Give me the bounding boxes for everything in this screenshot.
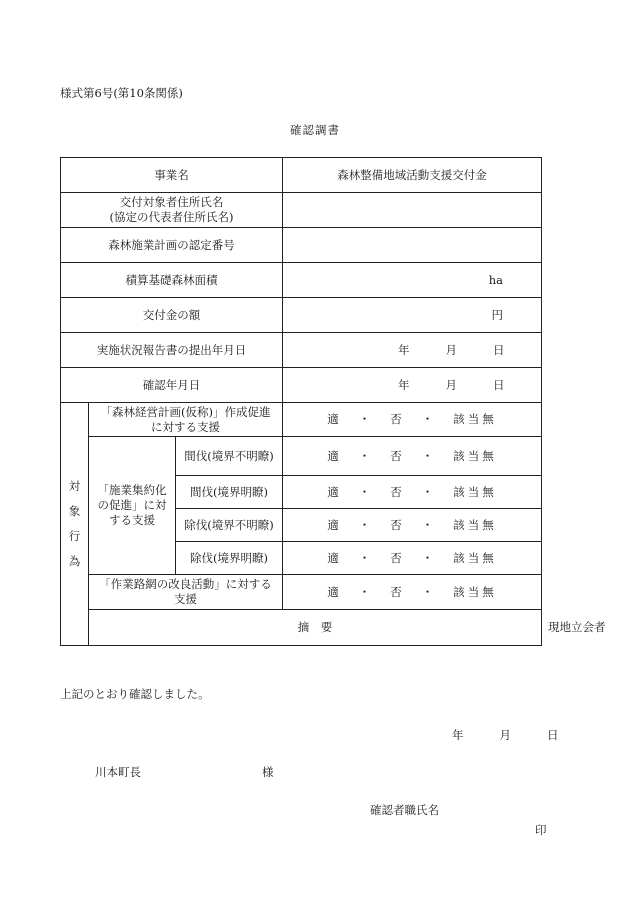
choice-fit: 適 [327,412,339,426]
choice-fit: 適 [327,484,339,499]
signature-day: 日 [547,728,559,742]
choice-dot: ・ [421,448,434,463]
form-number: 様式第6号(第10条関係) [60,86,183,100]
row-project-name [61,158,542,193]
target-char-1: 対 [68,479,81,493]
choice-fit: 適 [327,550,339,565]
target-char-3: 行 [68,529,81,543]
choice-dot: ・ [358,412,371,426]
confirm-date-label: 確認年月日 [61,368,283,403]
date-year: 年 [398,342,410,357]
choice-fit: 適 [327,448,339,463]
target-char-4: 為 [68,554,81,568]
choice-na: 該当無 [453,584,497,599]
row-report-date [61,333,542,368]
choice-cell [283,542,542,575]
road-network-line2: 支援 [174,592,197,606]
choice-dot: ・ [421,517,434,532]
choice-dot: ・ [358,584,371,599]
project-name-value: 森林整備地域活動支援交付金 [283,158,542,193]
date-day: 日 [493,377,505,392]
choice-dot: ・ [421,584,434,599]
confirmation-statement: 上記のとおり確認しました。 [60,687,210,701]
choice-dot: ・ [421,484,434,499]
report-date-label: 実施状況報告書の提出年月日 [61,333,283,368]
project-name-label: 事業名 [61,158,283,193]
address-label-line1: 交付対象者住所氏名 [119,195,224,209]
plan-support-line1: 「森林経営計画(仮称)」作成促進 [100,404,271,419]
confirmation-table [60,157,606,646]
choice-cell [283,403,542,437]
choice-no: 否 [390,584,402,599]
plan-number-value [283,228,542,263]
address-label [61,193,283,228]
document-title: 確認調書 [290,123,340,137]
thinning-unclear-label: 間伐(境界不明瞭) [176,437,283,476]
consolidation-line1: 「施業集約化 [97,483,167,497]
date-month: 月 [445,342,457,357]
choice-na: 該当無 [453,484,497,499]
area-unit: ha [283,263,542,298]
road-network-label [89,575,283,610]
choice-dot: ・ [358,484,371,499]
consolidation-line3: する支援 [109,513,155,527]
choice-na: 該当無 [453,550,497,565]
date-fields [283,342,505,358]
area-label: 積算基礎森林面積 [61,263,283,298]
plan-support-line2: に対する支援 [151,419,220,434]
choice-fit: 適 [327,517,339,532]
row-address [61,193,542,228]
choice-no: 否 [390,412,402,426]
signature-date [452,727,559,743]
weeding-unclear-label: 除伐(境界不明瞭) [176,509,283,542]
plan-support-label [89,403,283,437]
choice-no: 否 [390,517,402,532]
weeding-clear-label: 除伐(境界明瞭) [176,542,283,575]
date-month: 月 [445,377,457,392]
confirm-date-value [283,368,542,403]
row-amount [61,298,542,333]
signature-year: 年 [452,728,464,742]
address-value [283,193,542,228]
confirmer-name-label: 確認者職氏名 [370,803,439,817]
choice-na: 該当無 [453,517,497,532]
row-confirm-date [61,368,542,403]
thinning-clear-label: 間伐(境界明瞭) [176,476,283,509]
choice-cell [283,509,542,542]
seal-mark: 印 [535,823,547,837]
choice-cell [283,476,542,509]
choice-na: 該当無 [453,412,497,426]
signature-month: 月 [499,728,511,742]
report-date-value [283,333,542,368]
row-area [61,263,542,298]
target-char-2: 象 [68,504,81,518]
choice-dot: ・ [421,550,434,565]
date-year: 年 [398,377,410,392]
amount-label: 交付金の額 [61,298,283,333]
row-summary: 摘 要 現地立会者 [61,610,542,646]
plan-number-label: 森林施業計画の認定番号 [61,228,283,263]
date-fields [283,377,505,393]
road-network-line1: 「作業路網の改良活動」に対する [99,577,272,591]
row-thinning-unclear [61,437,542,476]
choice-cell [283,575,542,610]
choice-no: 否 [390,448,402,463]
consolidation-line2: の促進」に対 [97,498,167,512]
date-day: 日 [493,342,505,357]
choice-cell [283,437,542,476]
choice-dot: ・ [421,412,434,426]
consolidation-label [89,437,176,575]
choice-na: 該当無 [453,448,497,463]
choice-no: 否 [390,484,402,499]
target-activity-label [61,403,89,646]
summary-label: 摘 要 [89,610,542,646]
address-label-line2: (協定の代表者住所氏名) [109,210,234,224]
row-plan-number [61,228,542,263]
addressee: 川本町長 [95,765,141,779]
choice-no: 否 [390,550,402,565]
choice-dot: ・ [358,517,371,532]
choice-fit: 適 [327,584,339,599]
amount-unit: 円 [283,298,542,333]
choice-dot: ・ [358,448,371,463]
row-plan-support [61,403,542,437]
choice-dot: ・ [358,550,371,565]
addressee-honorific: 様 [262,765,274,779]
row-road-network [61,575,542,610]
